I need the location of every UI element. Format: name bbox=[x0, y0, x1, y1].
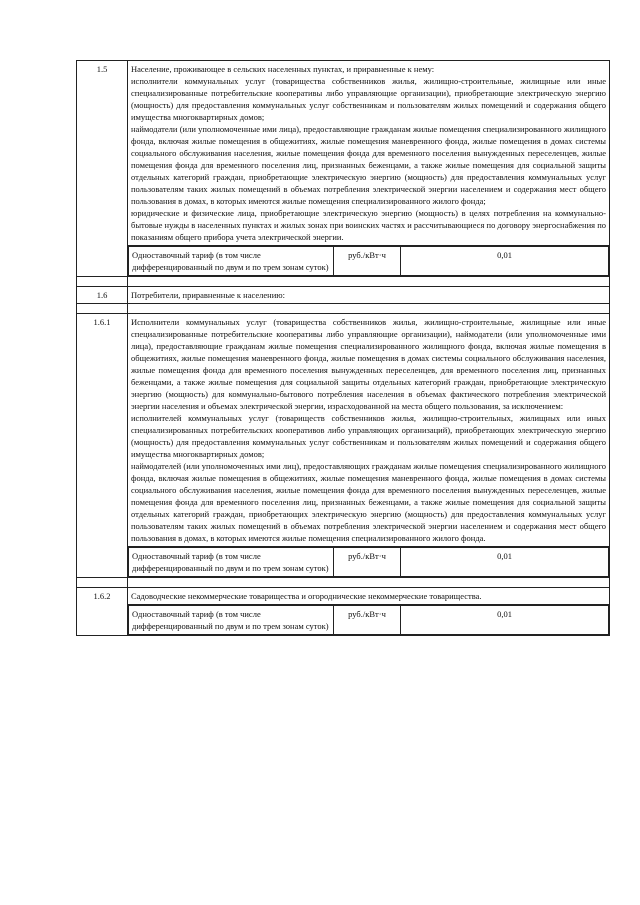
paragraph: наймодатели (или уполномоченные ими лица), предоставляющие гражданам жилые помещения специализированного жилищного фонда, включая жилые помещения в общежитиях, жилые помещения маневренного фонда, жилые помещения в домах системы социального обслуживания населения, жилые помещения фонда для временного поселения вынужденных переселенцев, жилые помещения фонда для временного поселения лиц, признанных беженцами, а также жилые помещения для социальной защиты отдельных категорий граждан, приобретающие электрическую энергию (мощность) для предоставления коммунальных услуг пользователям таких жилых помещений в объемах потребления электрической энергии населением и содержания мест общего пользования в домах, в которых имеются жилые помещения специализированного жилого фонда; bbox=[131, 124, 606, 206]
tariff-table bbox=[128, 246, 609, 276]
tariff-name: Одноставочный тариф (в том числе дифференцированный по двум и по трем зонам суток) bbox=[129, 247, 334, 276]
tariff-row bbox=[77, 605, 610, 636]
section-text bbox=[128, 588, 610, 605]
section-number: 1.6.2 bbox=[77, 588, 128, 636]
section-text bbox=[128, 287, 610, 304]
tariff-row bbox=[77, 547, 610, 578]
tariff-document-table bbox=[76, 60, 610, 636]
tariff-table bbox=[128, 605, 609, 635]
section-row bbox=[77, 314, 610, 547]
tariff-row bbox=[77, 246, 610, 277]
section-number: 1.5 bbox=[77, 61, 128, 277]
section-row bbox=[77, 61, 610, 246]
paragraph: Население, проживающее в сельских населенных пунктах, и приравненные к нему: bbox=[131, 64, 435, 74]
section-row bbox=[77, 287, 610, 304]
tariff-unit: руб./кВт·ч bbox=[334, 247, 401, 276]
paragraph: исполнителей коммунальных услуг (товариществ собственников жилья, жилищно-строительных, жилищных или иных специализированных потребительских кооперативов либо управляющих организаций), приобретающих электрическую энергию (мощность) для предоставления коммунальных услуг собственникам и пользователям жилых помещений и содержания общего имущества многоквартирных домов; bbox=[131, 413, 606, 459]
tariff-value: 0,01 bbox=[401, 247, 609, 276]
paragraph: Исполнители коммунальных услуг (товарищества собственников жилья, жилищно-строительные, жилищные или иные специализированные потребительские кооперативы либо управляющие организации), наймодатели (или уполномоченные ими лица), предоставляющие гражданам жилые помещения специализированного жилищного фонда, включая жилые помещения в общежитиях, жилые помещения маневренного фонда, жилые помещения в домах системы социального обслуживания населения, жилые помещения фонда для временного поселения вынужденных переселенцев, для временного поселения лиц, признанных беженцами, а также жилые помещения для социальной защиты отдельных категорий граждан, приобретающие электрическую энергию (мощность) для коммунально-бытового потребления населения в объемах фактического потребления электрической энергии населения и объемах электрической энергии, израсходованной на места общего пользования, за исключением: bbox=[131, 317, 606, 411]
section-text bbox=[128, 61, 610, 246]
tariff-name: Одноставочный тариф (в том числе дифференцированный по двум и по трем зонам суток) bbox=[129, 548, 334, 577]
tariff-table bbox=[128, 547, 609, 577]
section-number: 1.6.1 bbox=[77, 314, 128, 578]
section-number: 1.6 bbox=[77, 287, 128, 304]
tariff-value: 0,01 bbox=[401, 606, 609, 635]
paragraph: исполнители коммунальных услуг (товарищества собственников жилья, жилищно-строительные, жилищные или иные специализированные потребительские кооперативы либо управляющие организации), приобретающие электрическую энергию (мощность) для предоставления коммунальных услуг собственникам и пользователям жилых помещений и содержания общего имущества многоквартирных домов; bbox=[131, 76, 606, 122]
paragraph: юридические и физические лица, приобретающие электрическую энергию (мощность) в целях потребления на коммунально-бытовые нужды в населенных пунктах и жилых зонах при воинских частях и рассчитывающиеся по договору энергоснабжения по показаниям общего прибора учета электрической энергии. bbox=[131, 208, 606, 242]
paragraph: Садоводческие некоммерческие товарищества и огороднические некоммерческие товарищества. bbox=[131, 591, 482, 601]
paragraph: наймодателей (или уполномоченных ими лиц), предоставляющих гражданам жилые помещения специализированного жилищного фонда, включая жилые помещения в общежитиях, жилые помещения маневренного фонда, жилые помещения в домах системы социального обслуживания населения, жилые помещения фонда для временного поселения вынужденных переселенцев, жилые помещения фонда для временного поселения лиц, признанных беженцами, а также жилые помещения для социальной защиты отдельных категорий граждан, приобретающих электрическую энергию (мощность) для предоставления коммунальных услуг пользователям таких жилых помещений в объемах потребления электрической энергии населением и содержания мест общего пользования в домах, в которых имеются жилые помещения специализированного жилого фонда. bbox=[131, 461, 606, 543]
tariff-value: 0,01 bbox=[401, 548, 609, 577]
tariff-unit: руб./кВт·ч bbox=[334, 548, 401, 577]
section-row bbox=[77, 588, 610, 605]
paragraph: Потребители, приравненные к населению: bbox=[131, 290, 285, 300]
section-text bbox=[128, 314, 610, 547]
tariff-name: Одноставочный тариф (в том числе дифференцированный по двум и по трем зонам суток) bbox=[129, 606, 334, 635]
tariff-unit: руб./кВт·ч bbox=[334, 606, 401, 635]
